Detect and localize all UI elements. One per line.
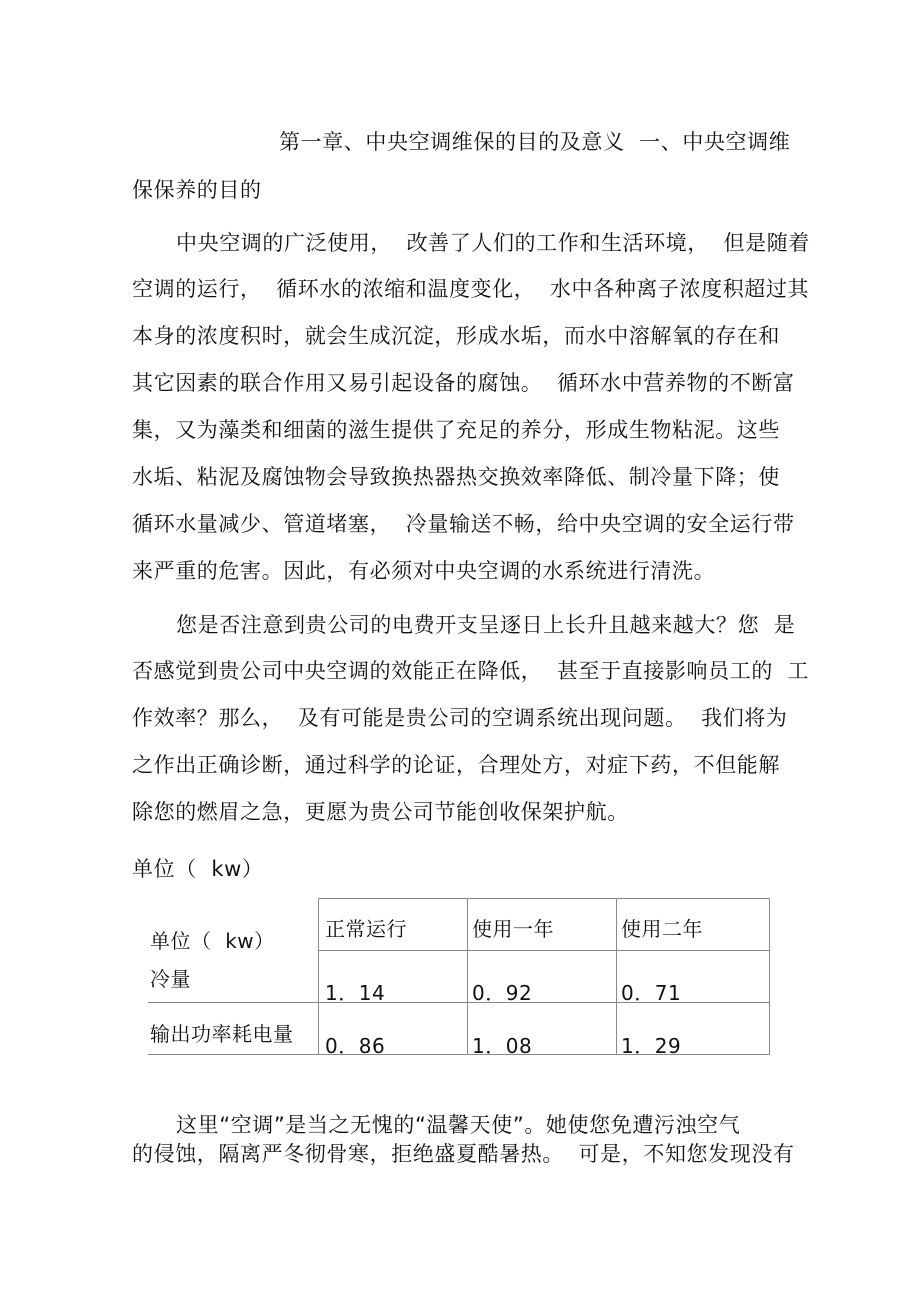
paragraph-2-line-3: 作效率？那么， 及有可能是贵公司的空调系统出现问题。 我们将为: [132, 706, 788, 730]
power-two-years-value: 1．29: [621, 1034, 682, 1058]
table-header-cell: [468, 899, 617, 951]
paragraph-2-line-4: 之作出正确诊断，通过科学的论证，合理处方，对症下药，不但能解: [132, 753, 780, 777]
table-row: [148, 1003, 770, 1055]
cooling-two-years-value: 0．71: [621, 981, 682, 1005]
table-cell: [468, 1003, 617, 1058]
table-row-label-cell: [148, 1003, 319, 1055]
chapter-heading: 第一章、中央空调维保的目的及意义 一、中央空调维: [279, 130, 791, 154]
power-normal-value: 0．86: [325, 1034, 386, 1058]
row-label-power: 输出功率耗电量: [150, 1022, 294, 1046]
paragraph-2-line-5: 除您的燃眉之急，更愿为贵公司节能创收保架护航。: [132, 800, 629, 824]
col-header-two-years: 使用二年: [621, 917, 703, 941]
paragraph-1-line-4: 其它因素的联合作用又易引起设备的腐蚀。 循环水中营养物的不断富: [132, 371, 795, 395]
paragraph-3-line-1: 这里“空调”是当之无愧的“温馨天使”。她使您免遭污浊空气: [176, 1113, 741, 1137]
cooling-one-year-value: 0．92: [472, 981, 533, 1005]
power-one-year-value: 1．08: [472, 1034, 533, 1058]
table-row: [148, 951, 770, 1003]
table-cell: [319, 1003, 468, 1058]
table-cell: [617, 951, 770, 1003]
paragraph-1-line-3: 本身的浓度积时，就会生成沉淀，形成水垢，而水中溶解氧的存在和: [132, 324, 780, 348]
paragraph-1-line-1: 中央空调的广泛使用， 改善了人们的工作和生活环境， 但是随着: [176, 231, 810, 255]
paragraph-1-line-6: 水垢、粘泥及腐蚀物会导致换热器热交换效率降低、制冷量下降；使: [132, 465, 780, 489]
table-cell: [319, 951, 468, 1003]
paragraph-1-line-2: 空调的运行， 循环水的浓缩和温度变化， 水中各种离子浓度积超过其: [132, 277, 810, 301]
table-header-cell: [319, 899, 468, 951]
table-cell: [617, 1003, 770, 1058]
section-heading: 保保养的目的: [132, 178, 262, 202]
table-unit-label: 单位（ kw）: [150, 928, 275, 953]
paragraph-3-line-2: 的侵蚀，隔离严冬彻骨寒，拒绝盛夏酷暑热。 可是，不知您发现没有: [132, 1142, 795, 1166]
row-label-cooling: 冷量: [150, 966, 191, 991]
cooling-normal-value: 1．14: [325, 981, 386, 1005]
paragraph-1-line-5: 集，又为藻类和细菌的滋生提供了充足的养分，形成生物粘泥。这些: [132, 418, 780, 442]
col-header-normal: 正常运行: [325, 917, 407, 941]
table-header-unit-cell: [148, 899, 319, 951]
table-header-cell: [617, 899, 770, 951]
performance-table: [148, 898, 770, 1058]
table-cell: [468, 951, 617, 1003]
paragraph-1-line-7: 循环水量减少、管道堵塞， 冷量输送不畅，给中央空调的安全运行带: [132, 512, 795, 536]
paragraph-1-line-8: 来严重的危害。因此，有必须对中央空调的水系统进行清洗。: [132, 559, 716, 583]
col-header-one-year: 使用一年: [472, 917, 554, 941]
paragraph-2-line-2: 否感觉到贵公司中央空调的效能正在降低， 甚至于直接影响员工的 工: [132, 659, 810, 683]
table-row-label-cell: [148, 951, 319, 1003]
unit-caption: 单位（ kw）: [132, 857, 264, 881]
paragraph-2-line-1: 您是否注意到贵公司的电费开支呈逐日上长升且越来越大？您 是: [176, 613, 796, 637]
